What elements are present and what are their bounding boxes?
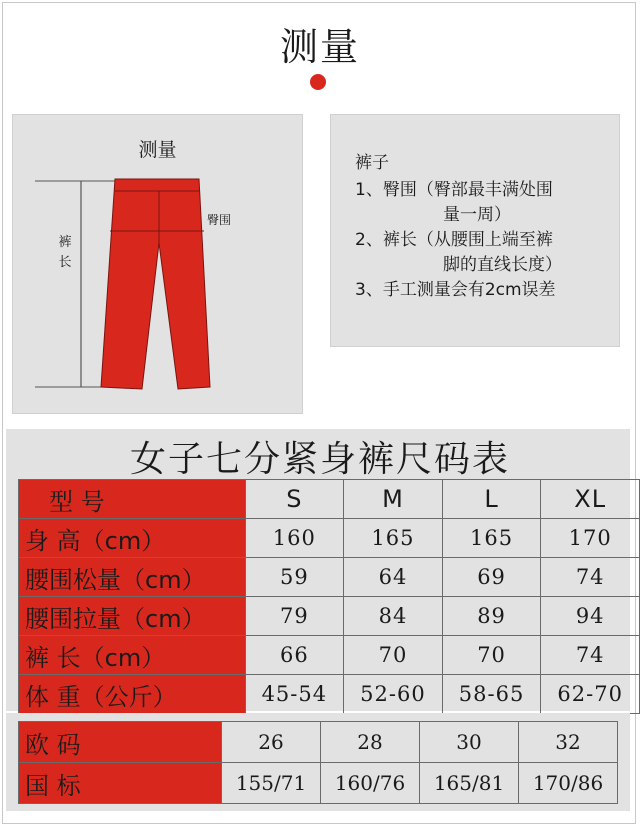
note-hip-1: 1、臀围（臀部最丰满处围 [355, 180, 553, 200]
note-length-2: 脚的直线长度） [443, 255, 562, 275]
table-cell: 70 [442, 636, 541, 675]
row-label-size: 型 号 [19, 480, 246, 519]
table-cell: 66 [245, 636, 344, 675]
table-cell: 165 [442, 519, 541, 558]
table-row [19, 597, 640, 636]
size-l: L [442, 480, 541, 519]
notes-list [355, 151, 562, 303]
measurement-diagram-panel [12, 114, 303, 414]
table-cell: 94 [541, 597, 640, 636]
size-xl: XL [541, 480, 640, 519]
table-cell: 170/86 [519, 763, 618, 804]
table-row [19, 722, 618, 763]
label-pants-length: 裤长 [58, 235, 72, 270]
row-label-height: 身 高（cm） [19, 519, 246, 558]
pants-shape [101, 179, 210, 389]
table-cell: 62-70 [541, 675, 640, 714]
row-label-waist-stretched: 腰围拉量（cm） [19, 597, 246, 636]
table-cell: 52-60 [344, 675, 443, 714]
table-cell: 70 [344, 636, 443, 675]
size-conversion-table [18, 721, 618, 804]
size-s: S [245, 480, 344, 519]
notes-title: 裤子 [355, 153, 389, 173]
table-row [19, 558, 640, 597]
row-label-pants-length: 裤 长（cm） [19, 636, 246, 675]
table-cell: 26 [222, 722, 321, 763]
table-row [19, 763, 618, 804]
table-cell: 155/71 [222, 763, 321, 804]
table-cell: 64 [344, 558, 443, 597]
note-hip-2: 量一周） [443, 205, 511, 225]
note-error: 3、手工测量会有2cm误差 [355, 280, 556, 300]
table-cell: 160/76 [321, 763, 420, 804]
table-cell: 28 [321, 722, 420, 763]
row-label-eu-size: 欧 码 [19, 722, 222, 763]
page-title: 测量 [279, 25, 360, 69]
size-chart-title: 女子七分紧身裤尺码表 [129, 439, 510, 480]
size-table [18, 479, 640, 714]
measurement-notes-panel [330, 114, 620, 347]
table-cell: 170 [541, 519, 640, 558]
table-cell: 74 [541, 558, 640, 597]
table-cell: 74 [541, 636, 640, 675]
table-cell: 58-65 [442, 675, 541, 714]
table-header-row [19, 480, 640, 519]
table-row [19, 519, 640, 558]
table-row [19, 675, 640, 714]
row-label-waist-relaxed: 腰围松量（cm） [19, 558, 246, 597]
table-row [19, 636, 640, 675]
table-cell: 59 [245, 558, 344, 597]
diagram-heading: 测量 [138, 139, 177, 161]
table-cell: 160 [245, 519, 344, 558]
table-cell: 165/81 [420, 763, 519, 804]
row-label-weight: 体 重（公斤） [19, 675, 246, 714]
label-hip: 臀围 [207, 213, 232, 227]
table-cell: 32 [519, 722, 618, 763]
table-cell: 69 [442, 558, 541, 597]
table-cell: 165 [344, 519, 443, 558]
table-cell: 84 [344, 597, 443, 636]
table-cell: 45-54 [245, 675, 344, 714]
red-dot-marker [310, 74, 326, 90]
row-label-national-standard: 国 标 [19, 763, 222, 804]
table-cell: 79 [245, 597, 344, 636]
size-m: M [344, 480, 443, 519]
table-cell: 89 [442, 597, 541, 636]
note-length-1: 2、裤长（从腰围上端至裤 [355, 230, 553, 250]
table-cell: 30 [420, 722, 519, 763]
